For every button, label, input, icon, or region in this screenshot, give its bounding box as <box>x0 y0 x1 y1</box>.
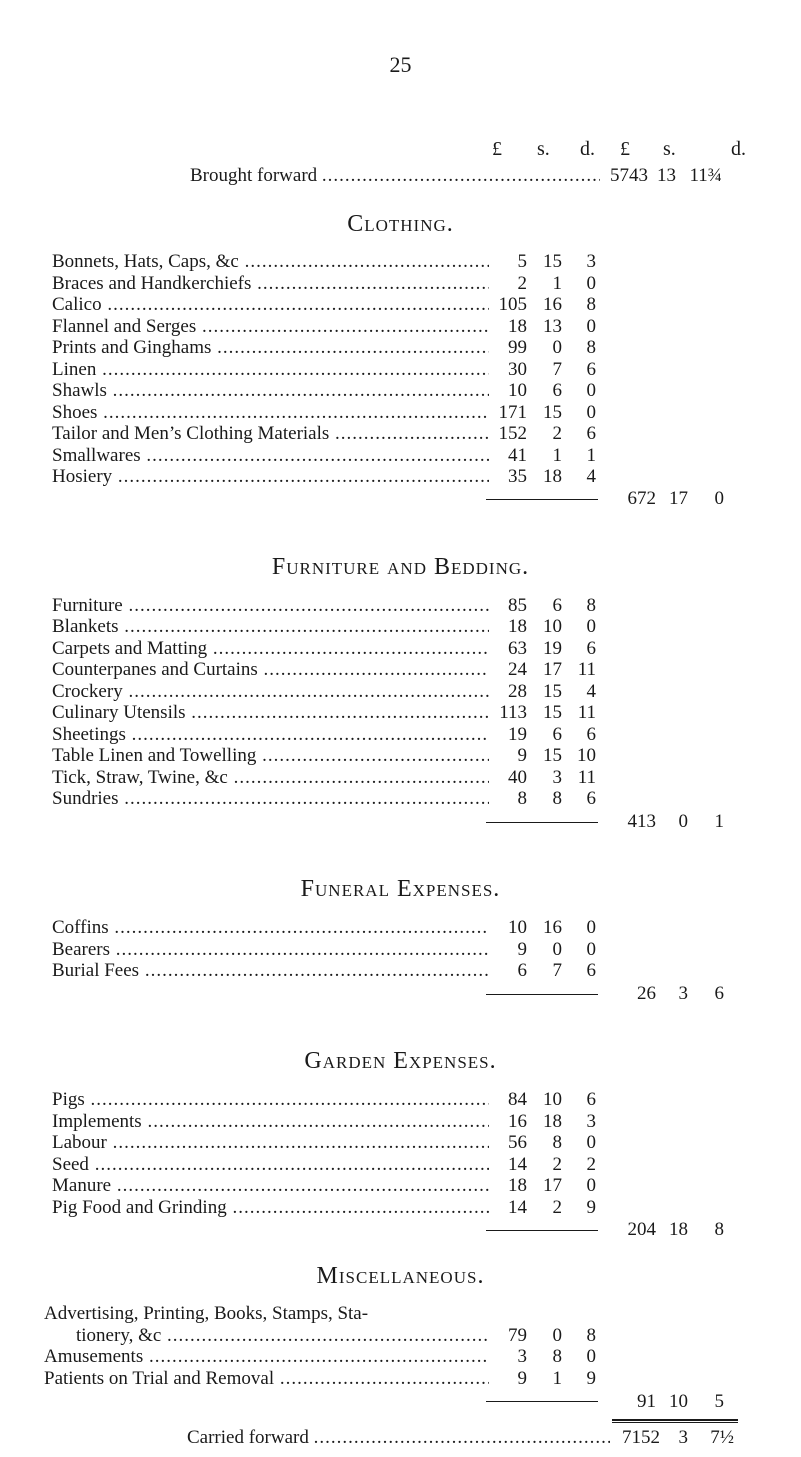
ledger-row <box>0 423 801 447</box>
section-total <box>0 1391 801 1415</box>
item-pence: 8 <box>586 595 596 616</box>
item-pence: 0 <box>586 316 596 337</box>
item-label: Implements <box>52 1111 142 1132</box>
brought-forward-label: Brought forward ..... <box>190 165 600 187</box>
total-pounds: 204 <box>627 1219 656 1240</box>
item-pounds: 2 <box>517 273 527 294</box>
section-total <box>0 1219 801 1243</box>
item-pounds: 24 <box>508 659 527 680</box>
item-pounds: 10 <box>508 380 527 401</box>
item-pounds: 56 <box>508 1132 527 1153</box>
item-shillings: 19 <box>543 638 562 659</box>
item-label: Sheetings <box>52 724 126 745</box>
item-shillings: 7 <box>552 960 562 981</box>
item-pence: 8 <box>586 294 596 315</box>
item-pence: 4 <box>586 681 596 702</box>
item-label: Tick, Straw, Twine, &c <box>52 767 228 788</box>
ledger-row <box>0 251 801 275</box>
item-pounds: 18 <box>508 316 527 337</box>
item-shillings: 3 <box>552 767 562 788</box>
item-pence: 8 <box>586 337 596 358</box>
item-pence: 0 <box>586 1175 596 1196</box>
item-label: Burial Fees <box>52 960 140 981</box>
carried-forward-pence: 7½ <box>710 1427 734 1448</box>
ledger-row <box>0 294 801 318</box>
item-pence: 9 <box>586 1197 596 1218</box>
item-label: Culinary Utensils <box>52 702 186 723</box>
item-pounds: 19 <box>508 724 527 745</box>
item-label: Labour <box>52 1132 107 1153</box>
item-pounds: 105 <box>498 294 527 315</box>
item-pounds: 9 <box>517 1368 527 1389</box>
item-pounds: 14 <box>508 1197 527 1218</box>
total-pounds: 26 <box>637 983 656 1004</box>
item-label-continued: tionery, &c <box>76 1325 162 1346</box>
brought-forward-row <box>0 165 801 189</box>
item-shillings: 17 <box>543 659 562 680</box>
section-heading: Furniture and Bedding. <box>271 554 530 580</box>
item-shillings: 0 <box>552 1325 562 1346</box>
item-pounds: 28 <box>508 681 527 702</box>
item-pence: 0 <box>586 1132 596 1153</box>
item-shillings: 2 <box>552 1197 562 1218</box>
ledger-row <box>0 745 801 769</box>
section-total <box>0 811 801 835</box>
ledger-row <box>0 1175 801 1199</box>
item-label: Linen <box>52 359 97 380</box>
item-label: Table Linen and Towelling <box>52 745 257 766</box>
item-pence: 4 <box>586 466 596 487</box>
item-pounds: 10 <box>508 917 527 938</box>
page-number: 25 <box>389 52 412 77</box>
item-pounds: 41 <box>508 445 527 466</box>
item-label: Seed <box>52 1154 89 1175</box>
item-pence: 0 <box>586 939 596 960</box>
item-shillings: 17 <box>543 1175 562 1196</box>
carried-forward-shillings: 3 <box>678 1427 688 1448</box>
item-shillings: 18 <box>543 1111 562 1132</box>
total-pence: 1 <box>714 811 724 832</box>
section-heading: Miscellaneous. <box>316 1263 485 1289</box>
item-label: Crockery <box>52 681 123 702</box>
item-shillings: 16 <box>543 294 562 315</box>
item-shillings: 1 <box>552 445 562 466</box>
item-pounds: 18 <box>508 616 527 637</box>
item-label: Hosiery <box>52 466 113 487</box>
item-shillings: 6 <box>552 724 562 745</box>
item-shillings: 7 <box>552 359 562 380</box>
currency-header-1 <box>0 138 801 162</box>
item-shillings: 0 <box>552 337 562 358</box>
item-shillings: 15 <box>543 702 562 723</box>
brought-forward-shillings: 13 <box>657 165 676 186</box>
item-pounds: 9 <box>517 745 527 766</box>
item-label: Tailor and Men’s Clothing Materials <box>52 423 330 444</box>
item-shillings: 13 <box>543 316 562 337</box>
item-pence: 0 <box>586 917 596 938</box>
ledger-row <box>0 659 801 683</box>
item-pence: 3 <box>586 1111 596 1132</box>
item-label: Sundries <box>52 788 119 809</box>
ledger-row <box>0 788 801 812</box>
item-pence: 0 <box>586 380 596 401</box>
ledger-row <box>0 960 801 984</box>
item-shillings: 15 <box>543 745 562 766</box>
total-pounds: 672 <box>627 488 656 509</box>
item-shillings: 1 <box>552 273 562 294</box>
ledger-row <box>0 1089 801 1113</box>
item-pounds: 8 <box>517 788 527 809</box>
item-pence: 0 <box>586 616 596 637</box>
ledger-row <box>0 380 801 404</box>
ledger-row <box>0 466 801 490</box>
item-shillings: 1 <box>552 1368 562 1389</box>
item-label: Manure <box>52 1175 112 1196</box>
item-pounds: 30 <box>508 359 527 380</box>
total-pence: 5 <box>714 1391 724 1412</box>
item-pence: 6 <box>586 788 596 809</box>
item-shillings: 15 <box>543 681 562 702</box>
section-heading: Clothing. <box>347 211 454 237</box>
total-shillings: 10 <box>669 1391 688 1412</box>
item-label: Coffins <box>52 917 109 938</box>
carried-forward-label: Carried forward ..... <box>187 1427 610 1449</box>
total-pounds: 91 <box>637 1391 656 1412</box>
header-shillings-1: s. <box>537 138 550 160</box>
total-pence: 6 <box>714 983 724 1004</box>
item-pounds: 5 <box>517 251 527 272</box>
grand-total-rule-top <box>612 1419 738 1421</box>
section-total <box>0 983 801 1007</box>
item-label: Carpets and Matting <box>52 638 208 659</box>
header-pence-2: d. <box>731 138 746 160</box>
item-label: Counterpanes and Curtains <box>52 659 258 680</box>
item-pounds: 6 <box>517 960 527 981</box>
item-pence: 10 <box>577 745 596 766</box>
item-pounds: 79 <box>508 1325 527 1346</box>
ledger-row <box>0 337 801 361</box>
item-label: Bonnets, Hats, Caps, &c <box>52 251 239 272</box>
item-pence: 6 <box>586 638 596 659</box>
header-shillings-2: s. <box>663 138 676 160</box>
item-pence: 2 <box>586 1154 596 1175</box>
item-pounds: 85 <box>508 595 527 616</box>
item-pence: 0 <box>586 402 596 423</box>
item-label: Flannel and Serges <box>52 316 197 337</box>
total-pounds: 413 <box>627 811 656 832</box>
ledger-row <box>0 1197 801 1221</box>
item-pence: 11 <box>577 702 596 723</box>
item-label: Pigs <box>52 1089 85 1110</box>
item-label: Shoes <box>52 402 98 423</box>
ledger-row <box>0 1132 801 1156</box>
section-total <box>0 488 801 512</box>
item-pounds: 99 <box>508 337 527 358</box>
item-pence: 9 <box>586 1368 596 1389</box>
item-label: Prints and Ginghams <box>52 337 212 358</box>
item-shillings: 8 <box>552 1346 562 1367</box>
header-pounds-1: £ <box>492 138 502 160</box>
item-pence: 6 <box>586 1089 596 1110</box>
item-pounds: 14 <box>508 1154 527 1175</box>
item-pounds: 113 <box>499 702 527 723</box>
brought-forward-pence: 11¾ <box>689 165 722 186</box>
item-pounds: 3 <box>517 1346 527 1367</box>
item-pounds: 63 <box>508 638 527 659</box>
section-heading: Funeral Expenses. <box>300 876 501 902</box>
item-pence: 3 <box>586 251 596 272</box>
item-label: Blankets <box>52 616 119 637</box>
item-pounds: 16 <box>508 1111 527 1132</box>
ledger-row <box>0 1303 801 1327</box>
item-shillings: 15 <box>543 251 562 272</box>
section-heading: Garden Expenses. <box>304 1048 497 1074</box>
item-shillings: 0 <box>552 939 562 960</box>
item-label: Smallwares <box>52 445 141 466</box>
item-label: Patients on Trial and Removal <box>44 1368 275 1389</box>
carried-forward-row <box>0 1427 801 1451</box>
item-label: Shawls <box>52 380 107 401</box>
item-pounds: 84 <box>508 1089 527 1110</box>
item-shillings: 8 <box>552 788 562 809</box>
item-shillings: 10 <box>543 616 562 637</box>
item-pounds: 40 <box>508 767 527 788</box>
ledger-row <box>0 616 801 640</box>
item-label: Bearers <box>52 939 111 960</box>
item-pence: 8 <box>586 1325 596 1346</box>
item-pence: 0 <box>586 1346 596 1367</box>
item-pounds: 171 <box>498 402 527 423</box>
brought-forward-pounds: 5743 <box>610 165 648 186</box>
item-pence: 11 <box>577 767 596 788</box>
item-pence: 6 <box>586 359 596 380</box>
item-label: Advertising, Printing, Books, Stamps, Sta- <box>44 1303 369 1324</box>
item-pounds: 18 <box>508 1175 527 1196</box>
ledger-row <box>0 702 801 726</box>
item-pence: 11 <box>577 659 596 680</box>
item-pence: 6 <box>586 960 596 981</box>
item-shillings: 15 <box>543 402 562 423</box>
total-shillings: 3 <box>678 983 688 1004</box>
carried-forward-pounds: 7152 <box>622 1427 660 1448</box>
item-shillings: 2 <box>552 423 562 444</box>
item-pence: 0 <box>586 273 596 294</box>
header-pounds-2: £ <box>620 138 630 160</box>
item-pence: 6 <box>586 724 596 745</box>
total-pence: 8 <box>714 1219 724 1240</box>
item-label: Pig Food and Grinding <box>52 1197 227 1218</box>
ledger-row <box>0 917 801 941</box>
item-pounds: 152 <box>498 423 527 444</box>
item-shillings: 6 <box>552 380 562 401</box>
item-pence: 1 <box>586 445 596 466</box>
item-shillings: 10 <box>543 1089 562 1110</box>
item-shillings: 18 <box>543 466 562 487</box>
total-shillings: 0 <box>678 811 688 832</box>
item-shillings: 16 <box>543 917 562 938</box>
item-label: Braces and Handkerchiefs <box>52 273 252 294</box>
item-shillings: 6 <box>552 595 562 616</box>
ledger-row <box>0 1346 801 1370</box>
item-pence: 6 <box>586 423 596 444</box>
item-shillings: 8 <box>552 1132 562 1153</box>
item-label: Furniture <box>52 595 123 616</box>
total-shillings: 18 <box>669 1219 688 1240</box>
header-pence-1: d. <box>580 138 595 160</box>
item-shillings: 2 <box>552 1154 562 1175</box>
total-shillings: 17 <box>669 488 688 509</box>
grand-total-rule-bottom <box>612 1422 738 1423</box>
item-pounds: 9 <box>517 939 527 960</box>
total-pence: 0 <box>714 488 724 509</box>
item-pounds: 35 <box>508 466 527 487</box>
ledger-row <box>0 1368 801 1392</box>
item-label: Calico <box>52 294 102 315</box>
item-label: Amusements <box>44 1346 144 1367</box>
